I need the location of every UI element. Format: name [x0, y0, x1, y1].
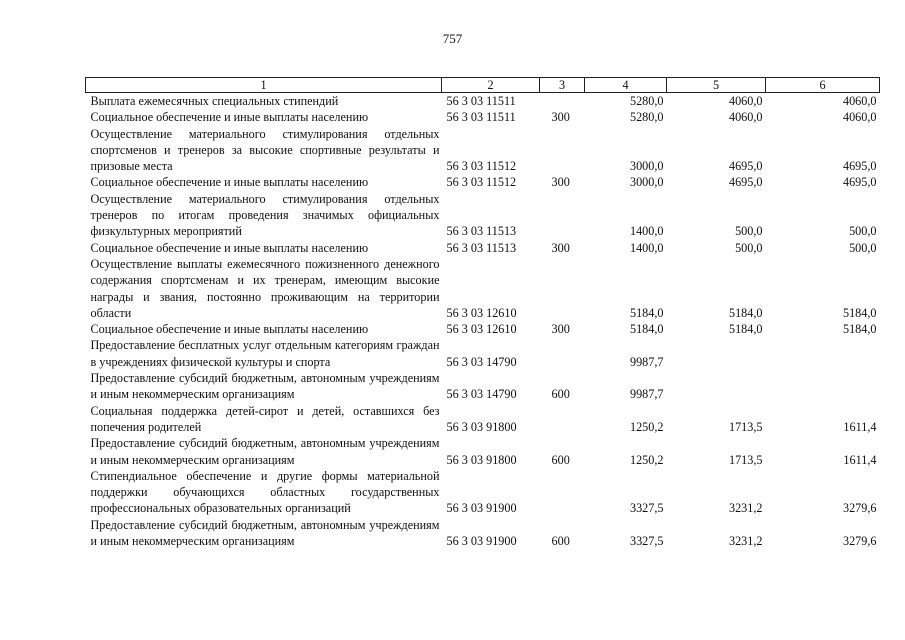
- row-value-1: 3327,5: [629, 534, 664, 549]
- row-value-2: 4060,0: [728, 110, 763, 125]
- row-value-1: 9987,7: [629, 387, 664, 402]
- header-col-1: 1: [86, 78, 442, 93]
- header-col-4: 4: [585, 78, 667, 93]
- row-name: Социальная поддержка детей-сирот и детей, оставшихся без попечения родителей: [90, 403, 440, 434]
- row-expense-type: 300: [551, 110, 570, 125]
- row-code: 56 3 03 11511: [446, 94, 516, 108]
- row-name: Осуществление выплаты ежемесячного пожизненного денежного содержания спортсменам и их тренерам, имеющим высокие награды и звания, постоянно проживающим на территории области: [90, 256, 440, 320]
- row-value-1: 1400,0: [629, 240, 664, 255]
- row-value-1: 5184,0: [629, 322, 664, 337]
- row-name: Социальное обеспечение и иные выплаты населению: [90, 240, 369, 255]
- row-name: Предоставление субсидий бюджетным, автономным учреждениям и иным некоммерческим организациям: [90, 371, 440, 402]
- row-value-2: 1713,5: [728, 452, 763, 467]
- row-value-2: 4695,0: [728, 175, 763, 190]
- table-row: [86, 109, 880, 125]
- row-value-1: 5280,0: [629, 94, 664, 108]
- row-name: Социальное обеспечение и иные выплаты населению: [90, 175, 369, 190]
- row-expense-type: [540, 468, 585, 517]
- row-expense-type: [540, 337, 585, 370]
- table-row: [86, 337, 880, 370]
- row-code: 56 3 03 91900: [446, 534, 517, 549]
- table-row: [86, 517, 880, 550]
- row-expense-type: [540, 93, 585, 110]
- row-value-3: 500,0: [849, 224, 877, 239]
- row-name: Социальное обеспечение и иные выплаты населению: [90, 322, 369, 337]
- row-value-3: 1611,4: [843, 452, 877, 467]
- row-value-1: 1250,2: [629, 419, 664, 434]
- row-value-2: 5184,0: [728, 322, 763, 337]
- row-value-3: 1611,4: [843, 419, 877, 434]
- row-code: 56 3 03 11512: [446, 159, 517, 174]
- table-row: [86, 321, 880, 337]
- row-value-2: [667, 337, 766, 370]
- row-expense-type: 300: [551, 322, 570, 337]
- row-value-3: [766, 337, 880, 370]
- table-row: [86, 403, 880, 436]
- row-value-1: 5184,0: [629, 305, 664, 320]
- table-row: [86, 256, 880, 321]
- row-expense-type: 600: [551, 452, 570, 467]
- row-name: Выплата ежемесячных специальных стипендий: [90, 94, 339, 108]
- row-value-1: 3000,0: [629, 159, 664, 174]
- row-code: 56 3 03 11512: [446, 175, 517, 190]
- row-value-2: 4060,0: [728, 94, 763, 108]
- header-row: [86, 78, 880, 93]
- row-code: 56 3 03 12610: [446, 322, 517, 337]
- row-name: Предоставление бесплатных услуг отдельным категориям граждан в учреждениях физической культуры и спорта: [90, 338, 440, 369]
- row-code: 56 3 03 91900: [446, 501, 517, 516]
- row-value-3: 4695,0: [842, 175, 877, 190]
- row-code: 56 3 03 12610: [446, 305, 517, 320]
- row-value-2: 3231,2: [728, 501, 763, 516]
- row-value-3: 500,0: [849, 240, 877, 255]
- row-value-3: 4695,0: [842, 159, 877, 174]
- header-col-5: 5: [667, 78, 766, 93]
- header-col-3: 3: [540, 78, 585, 93]
- table-row: [86, 93, 880, 110]
- row-expense-type: 600: [551, 534, 570, 549]
- header-col-2: 2: [442, 78, 540, 93]
- row-name: Предоставление субсидий бюджетным, автономным учреждениям и иным некоммерческим организациям: [90, 436, 440, 467]
- row-value-2: 5184,0: [728, 305, 763, 320]
- table-row: [86, 126, 880, 175]
- row-value-2: 500,0: [735, 224, 763, 239]
- row-value-3: 3279,6: [842, 534, 877, 549]
- row-expense-type: 600: [551, 387, 570, 402]
- row-code: 56 3 03 11513: [446, 224, 517, 239]
- row-name: Осуществление материального стимулирования отдельных тренеров по итогам проведения значимых официальных физкультурных мероприятий: [90, 191, 440, 239]
- row-value-3: 4060,0: [842, 94, 877, 108]
- row-expense-type: [540, 256, 585, 321]
- row-code: 56 3 03 11513: [446, 240, 517, 255]
- budget-table: [85, 77, 880, 549]
- table-row: [86, 240, 880, 256]
- row-code: 56 3 03 14790: [446, 354, 517, 369]
- row-expense-type: 300: [551, 240, 570, 255]
- row-value-3: 5184,0: [842, 305, 877, 320]
- table-row: [86, 468, 880, 517]
- row-value-2: 4695,0: [728, 159, 763, 174]
- row-expense-type: 300: [551, 175, 570, 190]
- row-value-3: 4060,0: [842, 110, 877, 125]
- row-value-1: 3000,0: [629, 175, 664, 190]
- row-value-1: 9987,7: [629, 354, 664, 369]
- table-row: [86, 174, 880, 190]
- row-code: 56 3 03 11511: [446, 110, 516, 125]
- table-row: [86, 435, 880, 468]
- table-row: [86, 191, 880, 240]
- row-value-2: 500,0: [735, 240, 763, 255]
- row-value-1: 3327,5: [629, 501, 664, 516]
- row-code: 56 3 03 91800: [446, 419, 517, 434]
- row-value-3: [766, 370, 880, 403]
- row-value-1: 1250,2: [629, 452, 664, 467]
- row-code: 56 3 03 91800: [446, 452, 517, 467]
- row-value-1: 5280,0: [629, 110, 664, 125]
- row-value-1: 1400,0: [629, 224, 664, 239]
- page-number: 757: [442, 31, 463, 46]
- row-expense-type: [540, 126, 585, 175]
- row-expense-type: [540, 403, 585, 436]
- table-row: [86, 370, 880, 403]
- row-value-3: 3279,6: [842, 501, 877, 516]
- row-code: 56 3 03 14790: [446, 387, 517, 402]
- row-value-2: 3231,2: [728, 534, 763, 549]
- row-name: Стипендиальное обеспечение и другие формы материальной поддержки обучающихся областных государственных профессиональных образовательных организаций: [90, 468, 440, 516]
- header-col-6: 6: [766, 78, 880, 93]
- row-name: Осуществление материального стимулирования отдельных спортсменов и тренеров за высокие спортивные результаты и призовые места: [90, 126, 440, 174]
- row-value-3: 5184,0: [842, 322, 877, 337]
- row-expense-type: [540, 191, 585, 240]
- row-value-2: [667, 370, 766, 403]
- row-name: Социальное обеспечение и иные выплаты населению: [90, 110, 369, 125]
- row-name: Предоставление субсидий бюджетным, автономным учреждениям и иным некоммерческим организациям: [90, 517, 440, 549]
- row-value-2: 1713,5: [728, 419, 763, 434]
